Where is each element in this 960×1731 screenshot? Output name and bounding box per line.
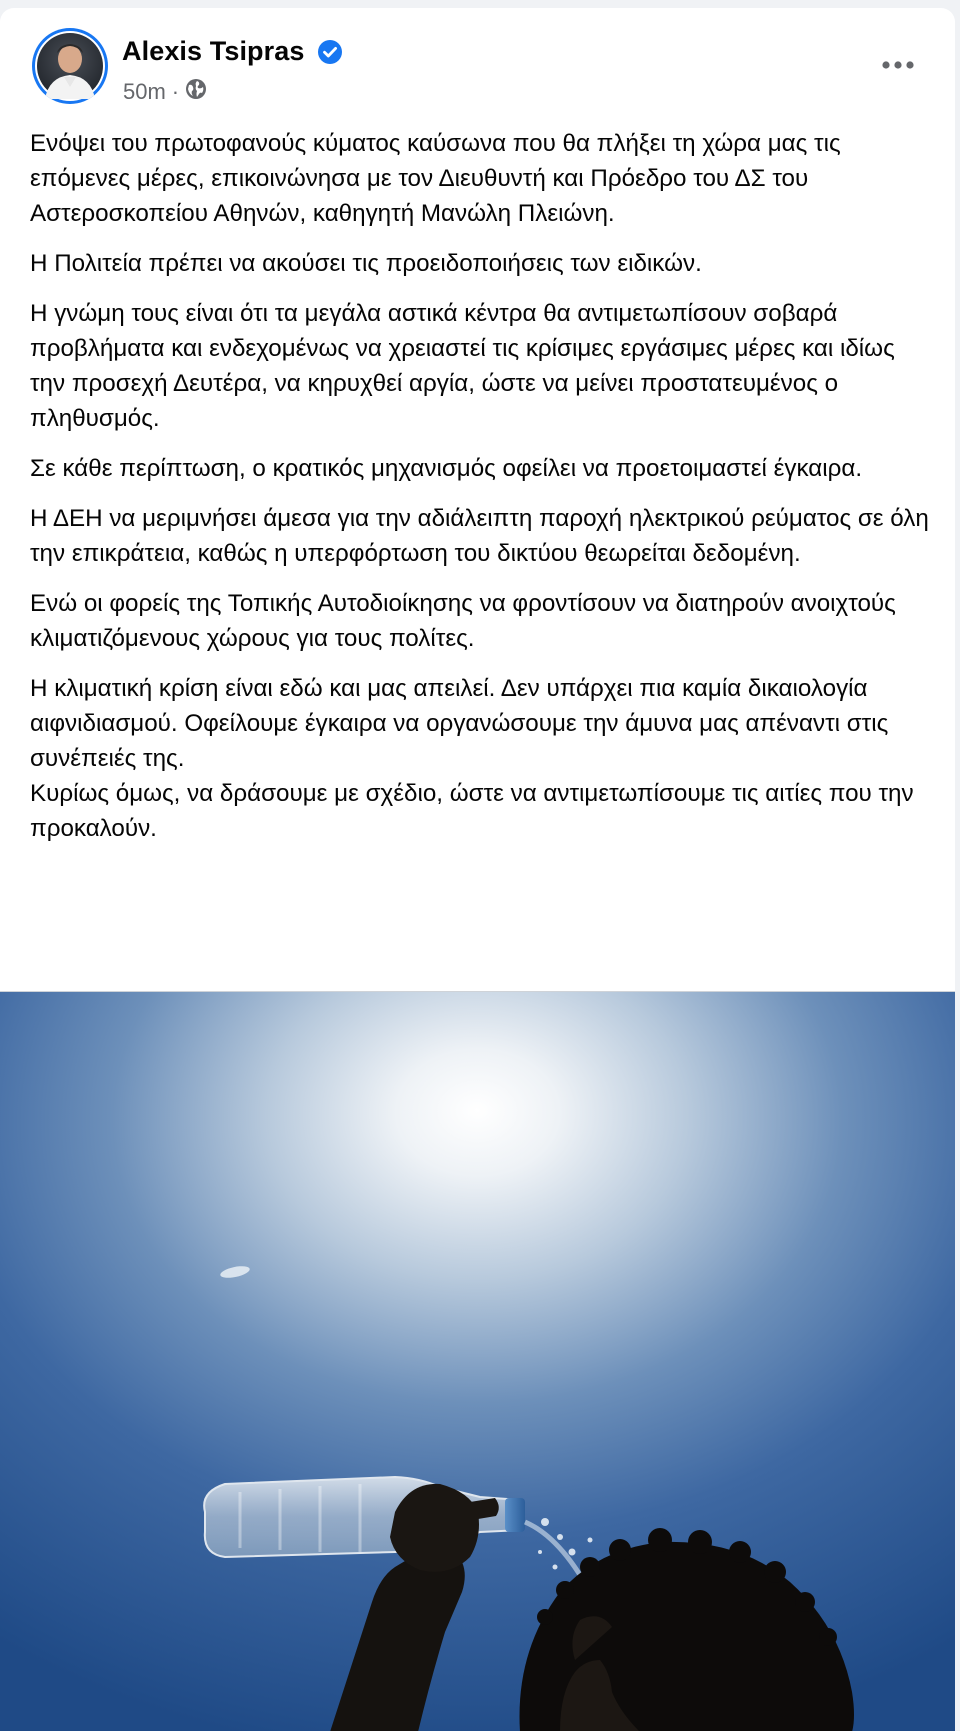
post-paragraph: Η κλιματική κρίση είναι εδώ και μας απειλεί. Δεν υπάρχει πια καμία δικαιολογία αιφνιδιασμού. Οφείλουμε έγκαιρα να οργανώσουμε την άμυνα μας απέναντι στις συνέπειές της. xyxy=(30,675,889,772)
post-photo[interactable] xyxy=(0,992,955,1731)
author-avatar[interactable] xyxy=(32,28,108,104)
post-card xyxy=(0,8,955,1731)
more-options-button[interactable] xyxy=(874,50,922,80)
meta-separator: · xyxy=(171,79,180,104)
post-paragraph: Ενώ οι φορείς της Τοπικής Αυτοδιοίκησης να φροντίσουν να διατηρούν ανοιχτούς κλιματιζόμενους χώρους για τους πολίτες. xyxy=(30,590,896,652)
post-paragraph: Ενόψει του πρωτοφανούς κύματος καύσωνα που θα πλήξει τη χώρα μας τις επόμενες μέρες, επικοινώνησα με τον Διευθυντή και Πρόεδρο του ΔΣ του Αστεροσκοπείου Αθηνών, καθηγητή Μανώλη Πλειώνη. xyxy=(30,130,841,227)
post-header xyxy=(32,28,922,108)
globe-icon xyxy=(185,78,207,106)
post-paragraph: Κυρίως όμως, να δράσουμε με σχέδιο, ώστε να αντιμετωπίσουμε τις αιτίες που την προκαλούν. xyxy=(30,780,914,842)
post-meta xyxy=(123,78,207,106)
post-paragraph: Η Πολιτεία πρέπει να ακούσει τις προειδοποιήσεις των ειδικών. xyxy=(30,250,702,277)
avatar-photo xyxy=(37,33,103,99)
post-paragraph: Σε κάθε περίπτωση, ο κρατικός μηχανισμός οφείλει να προετοιμαστεί έγκαιρα. xyxy=(30,455,863,482)
more-options-icon xyxy=(881,60,915,70)
post-body xyxy=(30,126,930,861)
post-paragraph: Η γνώμη τους είναι ότι τα μεγάλα αστικά κέντρα θα αντιμετωπίσουν σοβαρά προβλήματα και ενδεχομένως να χρειαστεί τις κρίσιμες εργάσιμες μέρες και ιδίως την προσεχή Δευτέρα, να κηρυχθεί αργία, ώστε να μείνει προστατευμένος ο πληθυσμός. xyxy=(30,300,895,432)
post-time[interactable]: 50m xyxy=(123,79,166,104)
author-name[interactable]: Alexis Tsipras xyxy=(122,36,305,66)
verified-badge-icon xyxy=(317,39,343,70)
post-paragraph: Η ΔΕΗ να μεριμνήσει άμεσα για την αδιάλειπτη παροχή ηλεκτρικού ρεύματος σε όλη την επικράτεια, καθώς η υπερφόρτωση του δικτύου θεωρείται δεδομένη. xyxy=(30,505,929,567)
